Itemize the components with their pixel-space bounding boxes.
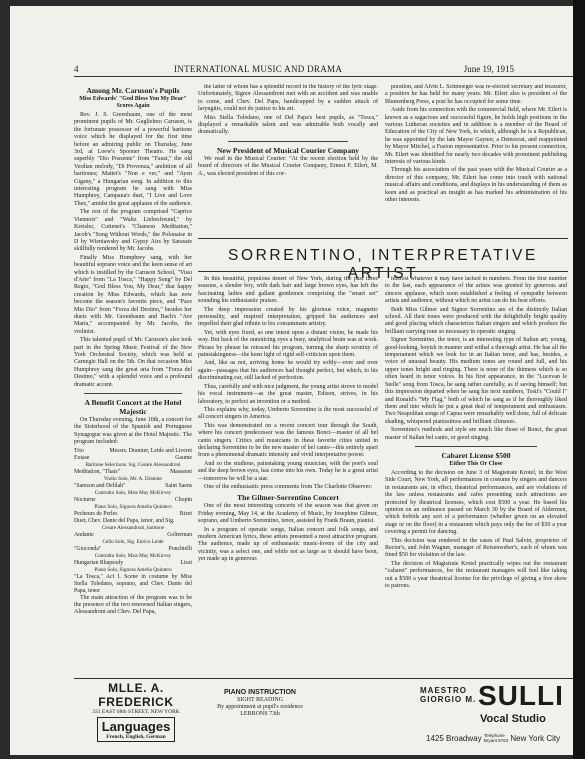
tel-number: Bryant 5763 [483, 737, 509, 743]
sulli-titles [420, 686, 476, 704]
paragraph: In this beautiful, populous desert of New York, during the past three seasons, a slender boy, with dark hair and large brown eyes, has left the fascinating ladies and gallant gentlemen comprising the "smart set" sounding his enthusiastic praises. [198, 276, 378, 305]
paragraph: The main attraction of the program was to be the presence of the two renowned Italian singers, Alessandroni and Chev. Del Papa, [74, 594, 192, 616]
program-piece: Meditation, "Thais" [74, 468, 120, 475]
frederick-address: 331 EAST 68th STREET, NEW YORK [92, 709, 180, 715]
paragraph: The deep impression created by his glorious voice, magnetic personality, and inspired interpretation, gripped his audiences and impelled their glad tribute to his consummate artistry. [198, 306, 378, 328]
program-row [74, 546, 192, 553]
headline-benefit-concert: A Benefit Concert at the Hotel Majestic [84, 398, 182, 417]
paragraph: poration, and Alvin L. Schmoeger was re-elected secretary and treasurer, a position he has held for many years. Mr. Eilert also is president of the Blumenberg Press, a post he has occupied for some time. [385, 84, 567, 105]
paragraph: According to the decision on June 3 of Magistrate Krotel, in the West Side Court, New York, all performances in costume by singers and dancers in restaurants are, in effect, theatrical performances, and are violations of the law unless restaurants and cafes presenting such attractions are protected by theatrical licenses, which cost $500 a year. He based his opinion on an ordinance passed on March 30 by the Board of Aldermen, which forbids any sort of a performance (whether given on an elevated stage or on the floor) in a restaurant which pays only the fee of $50 a year covering a permit for dancing. [385, 469, 567, 536]
issue-date: June 19, 1915 [463, 64, 514, 74]
paragraph: One of the enthusiastic press comments from The Charlotte Observer: [204, 483, 373, 490]
paragraph: Miss Stella Toledano, one of Del Papa's best pupils, as "Tosca," displayed a remarkable talent and was admirable both vocally and dramatically. [198, 114, 378, 136]
paragraph: One of the most interesting concerts of the season was that given on Friday evening, May 14, at the Academy of Music, by Josephine Gilmer, soprano, and Umberto Sorrentino, tenor, assisted by Frank Braun, pianist. [198, 503, 378, 525]
piano-telephone: LEBRONS 73th [240, 711, 280, 717]
banner-rule-bottom [198, 271, 568, 272]
paragraph: Finally Miss Humphrey sang, with her beautiful soprano voice and the keen sense of art which is instilled by the Caruson School, "Vissi d'Arte" from "La Tosca," "Happy Song" by Del Regio, "God Bless You, My Dear," that happy creation by Miss Edwards, which has now become the season's favorite piece, and "Pace Mio Dio" from "Forza del Destino," besides her duets with Mr. Greenbaum and Bach's "Ave Maria," accompanied by Mr. Jacobs, the violinist. [74, 254, 192, 335]
program-piece: "Samson and Delilah" [74, 482, 126, 489]
program-row [74, 511, 192, 518]
paragraph: Both Miss Gilmer and Signor Sorrentino are of the distinctly Italian school. All their tones were produced with the delightfully bright quality and good placing which characterize Italian singers and which produce the brilliant carrying tone so necessary in operatic singing. [385, 306, 567, 335]
program-performer: Violin Solo, Mr. A. Dramier [103, 475, 163, 482]
section-divider [228, 141, 348, 142]
program-performer: Piano Solo, Signora Amelia Quintero [94, 503, 172, 510]
banner-headline: SORRENTINO, INTERPRETATIVE ARTIST [228, 247, 538, 282]
sulli-name: SULLI [478, 680, 564, 711]
tel-label: Telephone [483, 733, 505, 739]
header-rule [74, 76, 573, 77]
piano-ad [200, 689, 320, 718]
headline-carusons-pupils: Among Mr. Caruson's Pupils [86, 86, 180, 95]
sorrentino-column-2 [198, 276, 378, 676]
program-row [74, 462, 192, 469]
program-row [74, 448, 192, 455]
sorrentino-column-3 [385, 276, 567, 676]
piano-title: PIANO INSTRUCTION [224, 689, 296, 696]
concert-program [74, 448, 192, 595]
program-composer: Liszt [180, 559, 192, 566]
giorgio-label: GIORGIO M. [420, 695, 477, 704]
program-composer: Gaume [175, 454, 192, 461]
paragraph: The decision of Magistrate Krotel practically wipes out the restaurant "cabaret" performances, for the restaurant managers will feel like taking out a $500 a year theatrical license for the privilege of giving a free show to patrons. [385, 560, 567, 590]
program-composer: Chopin [174, 496, 192, 503]
subhead-carusons-pupils: Miss Edwards' "God Bless You My Dear" Scores Again [79, 96, 187, 109]
program-row [74, 574, 192, 595]
paragraph: And, like as not, arriving home he would try softly—over and over again—passages that his audiences had thought perfect, but which, to his discriminating ear, still lacked of perfection. [198, 360, 378, 382]
program-row [74, 504, 192, 511]
program-composer: Massenet [170, 468, 192, 475]
paragraph: The rest of the program comprised "Caprice Viennois" and "Waltz Liebesfreund," by Kreisler, Cottenet's "Chanson Meditation," Jacob's "Song Without Words," the Polonaise in D by Wieniawsky and Gypsy Airs by Sarasate skillfully rendered by Mr. Jacobs. [74, 209, 192, 253]
program-composer: Messrs. Dramier, Leide and Liveret [109, 447, 192, 454]
program-piece: Hungarian Rhapsody [74, 559, 124, 566]
headline-cabaret-license: Cabaret License $500 [441, 450, 511, 460]
languages-heading: Languages [101, 719, 171, 734]
sulli-address-line [426, 734, 573, 743]
program-piece: Trio [74, 447, 84, 454]
program-performer: Piano Solo, Signora Amelia Quintero [94, 566, 172, 573]
paragraph: Aside from his connection with the commercial field, where Mr. Eilert is known as a sagacious and successful figure, he holds high positions in the various Lutheran societies and in addition is a member of the Board of Education of the City of New York, to which, although he is a Republican, he was appointed by the late Mayor Gaynor, a Democrat, and reappointed by Mayor Mitchel, a Fusion representative. Prior to his present connection, Mr. Eilert was identified for nearly two decades with prominent publishing interests of various kinds. [385, 107, 567, 166]
page-header [74, 64, 514, 76]
paragraph: Signor Sorrentino, the tenor, is an interesting type of Italian art; young, good-looking, boyish in manner and withal a thorough artist. He has all the temperament which we look for in an Italian tenor, and has, besides, a voice of unusual beauty. His medium tones are round and full, and his upper tones bright and ringing. There is none of the thinness which is so often heard in tenor voices. In his first appearance, in the "Lucevan le Stelle" song from Tosca, he sang rather carefully, as if saving himself; but this impression departed when he sang his next numbers, Tosti's "Could I" and Ronald's "My Flag," both of which he sang as if he thoroughly liked them and into which he put a great deal of temperament and enthusiasm. Two Neapolitan songs of Capua were remarkably well done, full of delicate shading, whispered pianissimos and brilliant climaxes. [385, 337, 567, 425]
maestro-label: MAESTRO [420, 686, 467, 695]
paragraph: On Thursday evening, June 10th, a concert for the Sisterhood of the Spanish and Portuguese Synagogue was given at the Hotel Majestic. The program included: [74, 417, 192, 446]
program-row [74, 483, 192, 490]
subhead-cabaret: Either This Or Close [449, 460, 503, 467]
program-composer: Ponchielli [168, 545, 192, 552]
languages-list: French, English, German [106, 734, 166, 740]
sulli-telephone [484, 734, 508, 743]
paragraph: Thus, carefully and with nice judgment, the young artist strove to model his vocal instrument—as the great master, Edison, strives, in his laboratory, to perfect an invention or a method. [198, 383, 378, 405]
frederick-ad [74, 681, 198, 743]
page-edge [573, 0, 585, 759]
paragraph: This explains why, today, Umberto Sorrentino is the most successful of all concert singers in America. [198, 406, 378, 421]
paragraph: This decision was rendered in the cases of Paul Salvin, proprietor of Rector's, and John Wagner, manager of Reisenweber's, each of whom was fined $50 for violation of the law. [385, 537, 567, 559]
column-2-top [198, 84, 378, 234]
program-row [74, 518, 192, 525]
ads-rule [74, 678, 573, 679]
paragraph: Sorrentino's methods and style are much like those of Bonci, the great master of Italian bel canto, or good singing. [385, 427, 567, 441]
paragraph: And so the studious, painstaking young musician, with the poet's soul and the deep brown eyes, has come into his own. Today he is a great artist—tomorrow he will be a star. [198, 460, 378, 482]
paragraph: This was demonstrated on a recent concert tour through the South, where his concert predecessor was the famous Bonci—master of all bel canto singers. Critics and musicians in these favorite cities united in declaring Sorrentino to be the new master of bel canto—this entirely apart from a phenomenal dramatic intensity and vivid interpretative power. [198, 422, 378, 459]
vocal-studio: Vocal Studio [480, 713, 546, 725]
paragraph: the latter of whom has a splendid record in the history of the lyric stage. Unfortunately, Signor Alessandroni met with an accident and was unable to come, and Chev. Del Papa, handicapped by a sudden attack of laryngitis, could not do justice to his art. [198, 84, 378, 113]
program-piece: Duet, Chev. Dante del Papa, tenor, and Sig. [74, 517, 175, 524]
program-composer: Bizet [179, 510, 192, 517]
program-row [74, 490, 192, 497]
program-performer: Baritone Selections. Sig. Cesare Alessandroni [85, 461, 181, 468]
sulli-city: New York City [510, 734, 561, 743]
program-piece: Andante [74, 531, 94, 538]
program-piece: "La Tosca," Act I. Scene in costume by Miss Stella Toledano, soprano, and Chev. Dante del Papa, tenor [74, 573, 192, 594]
program-performer: Contralto Solo, Miss May McKirvey [94, 489, 172, 496]
program-piece: Nocturne [74, 496, 96, 503]
piano-subtitle: SIGHT READING [236, 697, 284, 703]
program-performer: Contralto Solo, Miss May McKirvey [94, 552, 172, 559]
program-piece: "Gioconda" [74, 545, 102, 552]
paragraph: Yet, with eyes fixed, as one intent upon a distant vision, he made his way. But back of the unnoticing eyes a busy, analytical brain was at work. Phrase by phrase he retraced his program, turning the sharp scrutiny of painstakingness—the keen light of rigid self-criticism upon them. [198, 329, 378, 359]
program-row [74, 497, 192, 504]
piano-text: By appointment at pupil's residence [217, 704, 303, 710]
section-divider [415, 446, 537, 447]
program-performer: Cesare Alessandroni, baritone [101, 524, 165, 531]
program-row [74, 560, 192, 567]
program-row [74, 532, 192, 539]
banner-rule-top [198, 238, 568, 239]
paragraph: interest whatever it may have lacked in numbers. From the first number to the last, each appearance of the artists was greeted by generous and sincere applause, which soon established a feeling of sympathy between artists and audience, without which no artist can do his best efforts. [385, 276, 567, 305]
program-performer: Cello Solo, Sig. Enrico Leide [102, 538, 164, 545]
page-number: 4 [74, 64, 79, 74]
column-1 [74, 84, 192, 674]
paragraph: Through his association of the past years with the Musical Courier as a director of this company, Mr. Eilert has come into touch with national musical affairs and conditions, and displays in his understanding of them as keen and as practical an insight as has marked his administration of his other interests. [385, 167, 567, 204]
paragraph: Rev. J. S. Greenhaum, one of the most prominent pupils of Mr. Guglielmo Caruson, is the fortunate possessor of a powerful baritone voice which he displayed for the first time before an admiring public on Thursday, June 3rd, at Loew's Spooner Theatre. He sang superbly "Dio Possente" from "Faust," the old Verdian melody, "Di Provenza," ambition of all baritones; Mattei's "Non e ver," and "Ayen Gigany," a Hungarian song. In addition to this interesting program he sang with Miss Humphrey, Campana's duet, "I Live and Love Thee," amidst the great applause of the audience. [74, 112, 192, 207]
program-row [74, 476, 192, 483]
program-row [74, 539, 192, 546]
frederick-name: MLLE. A. FREDERICK [98, 681, 174, 709]
program-row [74, 567, 192, 574]
publication-title: INTERNATIONAL MUSIC AND DRAMA [174, 64, 343, 74]
sulli-address: 1425 Broadway [426, 734, 482, 743]
newspaper-page [10, 6, 573, 755]
program-row [74, 553, 192, 560]
program-row [74, 455, 192, 462]
languages-box [97, 717, 176, 742]
program-row [74, 525, 192, 532]
section-divider [84, 393, 182, 394]
headline-gilmer-sorrentino: The Gilmer-Sorrentino Concert [237, 493, 339, 503]
program-composer: Saint Saens [165, 482, 192, 489]
column-3-top [385, 84, 567, 234]
paragraph: We read in the Musical Courier: "At the recent election held by the board of directors of the Musical Courier Company, Ernest F. Eilert, M. A., was elected president of this cor- [198, 155, 378, 177]
program-composer: Golterman [167, 531, 192, 538]
paragraph: In a program of operatic songs, Italian concert and folk songs, and modern American lyrics, these artists presented a most attractive program. The audience, made up of enthusiastic music-lovers of the city and vicinity, was a select one, and while not as large as it should have been, yet made up in generous [198, 526, 378, 563]
program-piece: Pecheurs de Perles [74, 510, 118, 517]
program-piece: Extase [74, 454, 90, 461]
paragraph: This talented pupil of Mr. Caruson's also took part in the Spring Music Festival of the New York Orchestral Society, which was held at Carnegie Hall on the 5th. On that occasion Miss Humphrey sang the great aria from "Forza del Destino," with a splendid voice and a profound dramatic accent. [74, 337, 192, 388]
program-row [74, 469, 192, 476]
headline-courier: New President of Musical Courier Company [216, 145, 359, 155]
